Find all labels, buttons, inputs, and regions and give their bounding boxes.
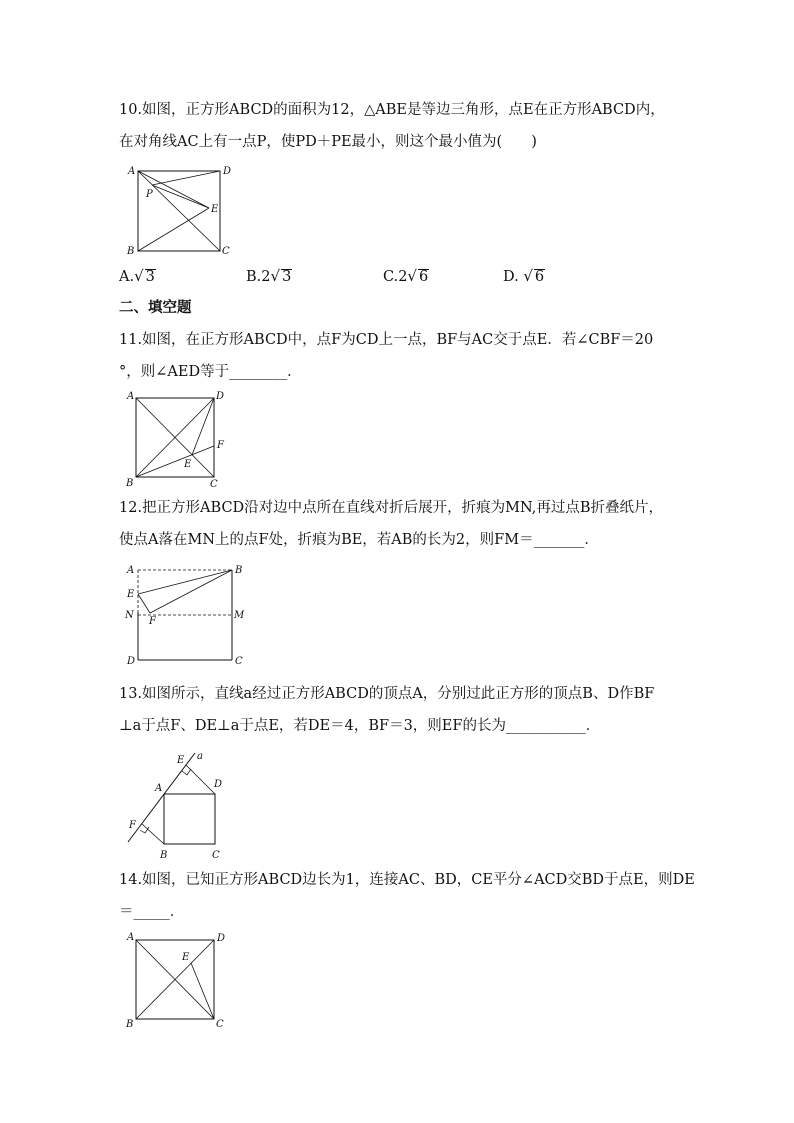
q10-label-d: D [223,166,232,177]
q14-label-a: A [127,932,135,943]
q12-figure [122,560,250,670]
q12-label-b: B [235,565,243,576]
q12-line-1: 12.把正方形ABCD沿对边中点所在直线对折后展开，折痕为MN,再过点B折叠纸片， [119,500,664,516]
q12-label-c: C [235,656,243,667]
q13-label-d: D [214,779,223,790]
q11-line-2: °，则∠AED等于________． [119,364,302,380]
q10-option-a: A.√ 3 [119,267,155,285]
q10-label-b: B [127,246,135,257]
section-title: 二、填空题 [119,299,192,316]
q12-label-a: A [127,565,135,576]
q13-figure [122,745,234,863]
q12-label-d: D [127,656,136,667]
q14-label-c: C [216,1019,224,1030]
q10-option-b: B.2√ 3 [246,267,292,285]
q14-line-1: 14.如图，已知正方形ABCD边长为1，连接AC、BD，CE平分∠ACD交BD于点E，则DE [119,872,695,888]
q13-label-a-line: a [197,751,203,762]
q10-label-e: E [211,204,219,215]
q12-line-2: 使点A落在MN上的点F处，折痕为BE，若AB的长为2，则FM＝_______． [119,532,599,548]
q14-line-2: ＝_____． [119,904,185,920]
q14-figure [122,928,234,1032]
q10-line-1: 10.如图，正方形ABCD的面积为12，△ABE是等边三角形，点E在正方形ABCD内， [119,102,665,118]
q10-label-c: C [222,246,230,257]
q13-label-c: C [212,850,220,861]
q10-line-2: 在对角线AC上有一点P，使PD＋PE最小，则这个最小值为( ) [119,134,537,150]
q10-figure [122,160,232,258]
q13-label-a: A [155,783,163,794]
q14-label-b: B [126,1019,134,1030]
q12-label-f: F [149,616,156,627]
q14-label-e: E [182,952,190,963]
q10-option-c: C.2√ 6 [383,267,429,285]
q13-label-b: B [160,850,168,861]
q12-label-m: M [234,610,245,621]
q11-label-d: D [216,391,225,402]
q13-label-f: F [129,820,136,831]
q12-label-e: E [127,589,135,600]
q10-label-a: A [128,166,136,177]
q13-line-2: ⊥a于点F、DE⊥a于点E，若DE＝4，BF＝3，则EF的长为___________． [119,718,601,734]
q12-label-n: N [125,610,134,621]
q14-label-d: D [217,933,226,944]
q11-label-e: E [184,459,192,470]
q10-option-d: D. √ 6 [503,267,545,285]
q13-line-1: 13.如图所示，直线a经过正方形ABCD的顶点A，分别过此正方形的顶点B、D作BF [119,686,655,702]
q11-label-f: F [217,440,224,451]
q11-label-a: A [127,391,135,402]
q11-label-c: C [210,479,218,488]
q10-label-p: P [146,189,153,200]
q11-line-1: 11.如图，在正方形ABCD中，点F为CD上一点，BF与AC交于点E．若∠CBF＝20 [119,332,654,348]
q11-label-b: B [126,478,134,488]
q11-figure [122,388,234,488]
q13-label-e: E [177,755,185,766]
